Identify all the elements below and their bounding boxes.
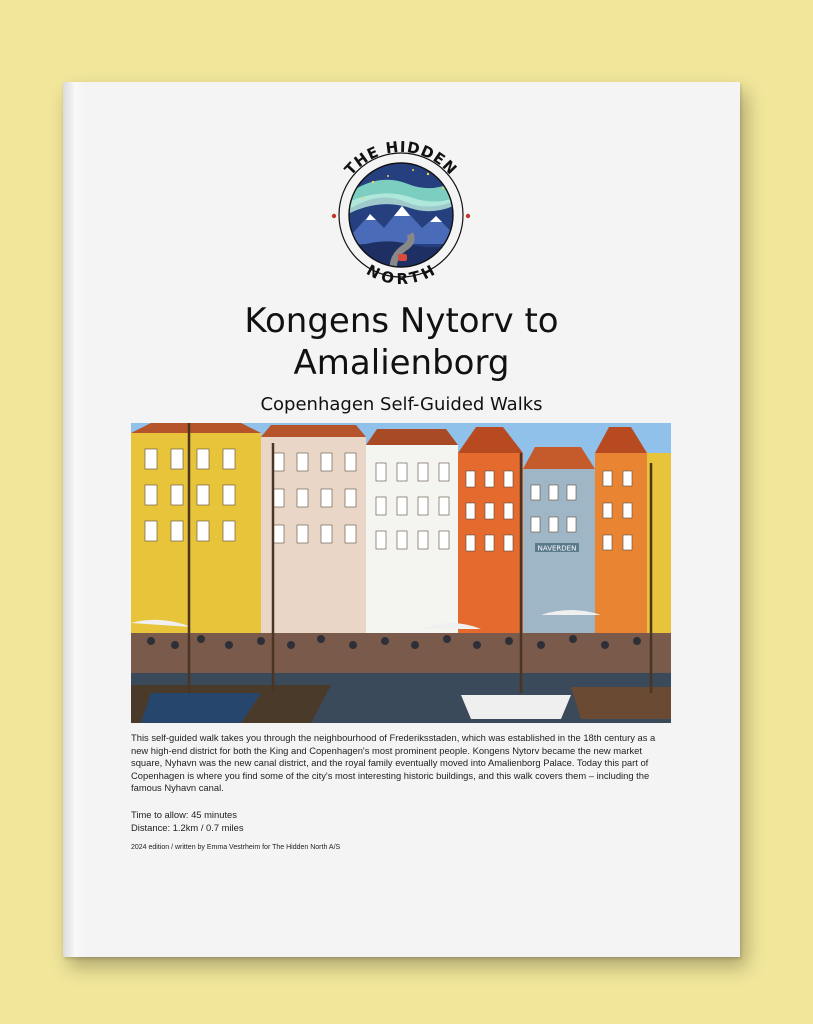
walk-description: This self-guided walk takes you through the neighbourhood of Frederiksstaden, which was established in the 18th century as a new high-end district for both the King and Copenhagen's most prominent people. Kongens Nytorv became the new market square, Nyhavn was the new canal district, and the royal family eventually moved into Amalienborg Palace. Today this part of Copenhagen is where you find some of the city's most interesting historic buildings, and this walk covers them – including the famous Nyhavn canal. [131, 732, 656, 794]
guide-title [63, 300, 740, 384]
nyhavn-illustration [131, 423, 671, 723]
distance: Distance: 1.2km / 0.7 miles [131, 821, 244, 833]
title-line-1: Kongens Nytorv to [244, 301, 559, 341]
logo-bottom-text: NORTH [363, 261, 439, 289]
edition-credit: 2024 edition / written by Emma Vestrheim for The Hidden North A/S [131, 844, 341, 851]
nyhavn-photo [131, 423, 671, 723]
time-to-allow: Time to allow: 45 minutes [131, 809, 237, 820]
title-line-2: Amalienborg [293, 343, 510, 383]
logo-top-text: THE HIDDEN [340, 137, 461, 179]
guide-subtitle: Copenhagen Self-Guided Walks [260, 394, 543, 415]
guide-cover [63, 82, 740, 957]
photo-sign-text: NAVERDEN [537, 544, 577, 553]
logo-right-dot [466, 214, 470, 218]
the-hidden-north-logo [318, 132, 484, 298]
logo-left-dot [332, 214, 336, 218]
walk-facts [131, 809, 244, 834]
